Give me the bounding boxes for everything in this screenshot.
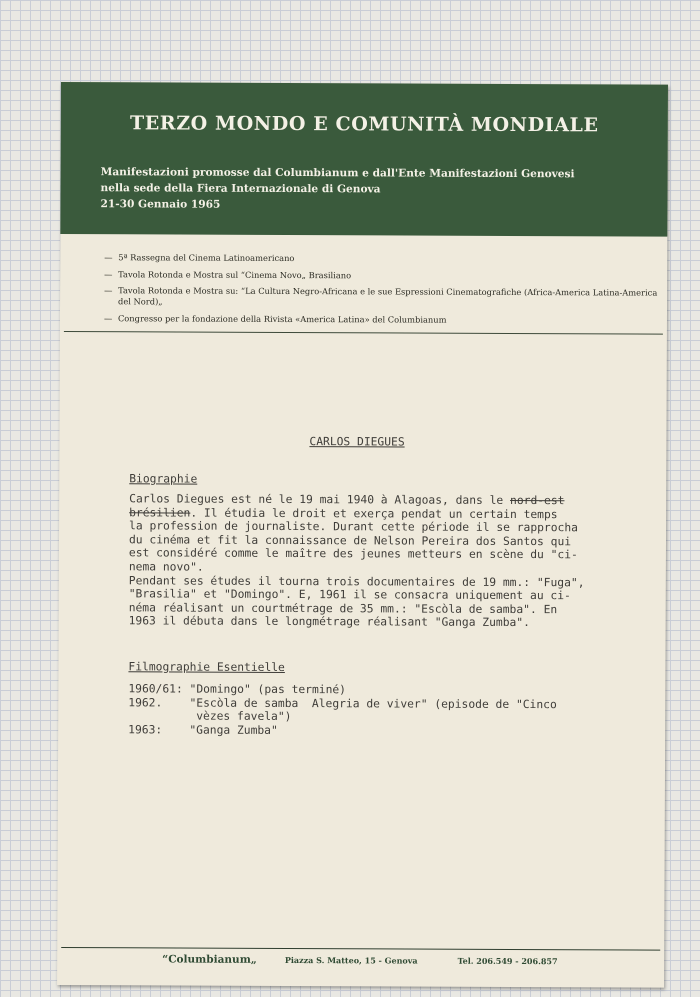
biography-heading: Biographie xyxy=(129,472,198,486)
biography-text: Carlos Diegues est né le 19 mai 1940 à Alagoas, dans le nord-est brésilien. Il étudia le droit et exerça pendat un certain temps la profession de journaliste. Durant cette période il se rapprocha du cinéma et fit la connaissance de Nelson Pereira dos Santos qui est considéré comme le maître des jeunes metteurs en scène du "ci- nema novo". Pendant ses études il tourna trois documentaires de 19 mm.: "Fuga", "Brasilia" et "Domingo". E, 1961 il se consacra uniquement au ci- néma réalisant un courtmétrage de 35 mm.: "Escòla de samba". En 1963 il débuta dans le longmétrage réalisant "Ganga Zumba". xyxy=(128,492,585,630)
event-list xyxy=(104,252,659,331)
organization-name: “Columbianum„ xyxy=(162,953,257,966)
subtitle-line: Manifestazioni promosse dal Columbianum e dall'Ente Manifestazioni Genovesi xyxy=(100,166,575,181)
filmography-list: 1960/61: "Domingo" (pas terminé) 1962. "Escòla de samba Alegria de viver" (episode de "Cinco vèzes favela") 1963: "Ganga Zumba" xyxy=(128,682,557,737)
document-sheet xyxy=(57,82,668,988)
filmography-heading: Filmographie Esentielle xyxy=(128,660,285,674)
divider xyxy=(64,331,663,335)
document-title: CARLOS DIEGUES xyxy=(309,435,405,449)
footer-divider xyxy=(61,947,660,951)
list-item: — Tavola Rotonda e Mostra sul “Cinema Novo„ Brasiliano xyxy=(104,268,352,280)
letterhead-title: TERZO MONDO E COMUNITÀ MONDIALE xyxy=(129,112,599,137)
letterhead-footer xyxy=(162,953,642,967)
address: Piazza S. Matteo, 15 - Genova xyxy=(284,954,418,966)
letterhead-banner xyxy=(60,82,668,237)
subtitle-line: nella sede della Fiera Internazionale di Genova xyxy=(100,182,381,196)
subtitle-line: 21-30 Gennaio 1965 xyxy=(100,198,221,211)
list-item: — Congresso per la fondazione della Rivista «America Latina» del Columbianum xyxy=(103,312,447,325)
letterhead-subtitle xyxy=(100,164,640,214)
telephone: Tel. 206.549 - 206.857 xyxy=(457,955,558,967)
list-item: — Tavola Rotonda e Mostra su: “La Cultura Negro-Africana e le sue Espressioni Cinematografiche (Africa-America Latina-America del Nord)„ xyxy=(104,285,658,307)
list-item: — 5ª Rassegna del Cinema Latinoamericano xyxy=(104,252,295,264)
